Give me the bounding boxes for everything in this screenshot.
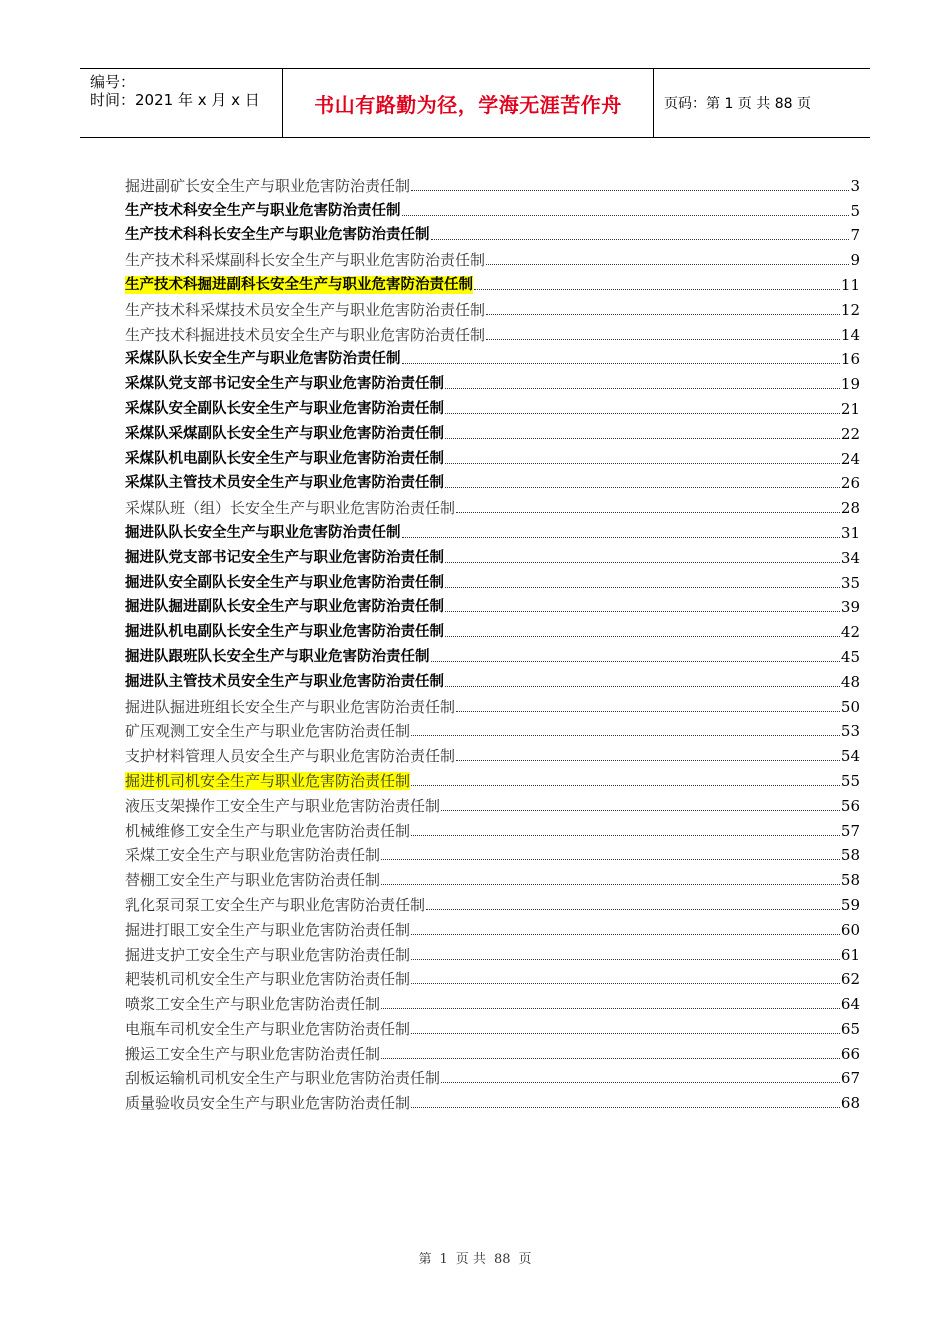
toc-entry-title: 液压支架操作工安全生产与职业危害防治责任制 (125, 796, 441, 815)
toc-dot-leader (486, 339, 840, 340)
header-page-cell (654, 69, 870, 137)
toc-dot-leader (441, 1082, 840, 1083)
toc-entry-page: 14 (840, 325, 860, 344)
toc-dot-leader (445, 636, 840, 637)
toc-entry[interactable] (125, 964, 860, 989)
toc-entry-page: 11 (840, 275, 860, 294)
toc-entry-page: 57 (840, 821, 860, 840)
toc-entry-title: 采煤队党支部书记安全生产与职业危害防治责任制 (125, 376, 444, 393)
toc-entry-title: 掘进队党支部书记安全生产与职业危害防治责任制 (125, 549, 444, 566)
toc-dot-leader (456, 711, 840, 712)
toc-dot-leader (445, 611, 840, 612)
toc-dot-leader (486, 314, 840, 315)
toc-dot-leader (381, 1008, 840, 1009)
toc-entry-title: 掘进打眼工安全生产与职业危害防治责任制 (125, 920, 411, 939)
toc-entry-title: 搬运工安全生产与职业危害防治责任制 (125, 1044, 381, 1063)
toc-entry-title: 支护材料管理人员安全生产与职业危害防治责任制 (125, 747, 456, 766)
toc-entry-title: 生产技术科采煤技术员安全生产与职业危害防治责任制 (125, 300, 486, 319)
toc-entry-page: 21 (840, 399, 860, 418)
toc-entry-title: 乳化泵司泵工安全生产与职业危害防治责任制 (125, 895, 426, 914)
toc-entry-title: 电瓶车司机安全生产与职业危害防治责任制 (125, 1019, 411, 1038)
toc-entry-title: 采煤队队长安全生产与职业危害防治责任制 (125, 351, 401, 368)
toc-entry-title: 生产技术科采煤副科长安全生产与职业危害防治责任制 (125, 251, 486, 270)
toc-entry-page: 68 (840, 1094, 860, 1113)
toc-entry-title: 掘进副矿长安全生产与职业危害防治责任制 (125, 176, 411, 195)
toc-dot-leader (381, 884, 840, 885)
footer-total-pages: 88 (493, 1252, 511, 1267)
toc-entry-title: 掘进机司机安全生产与职业危害防治责任制 (125, 771, 411, 790)
toc-dot-leader (456, 512, 840, 513)
toc-entry-page: 45 (840, 647, 860, 666)
toc-entry-page: 5 (850, 201, 860, 220)
document-number-label: 编号： (90, 73, 136, 91)
toc-entry-page: 7 (850, 226, 860, 245)
toc-entry-page: 12 (840, 300, 860, 319)
toc-entry-page: 55 (840, 771, 860, 790)
toc-dot-leader (445, 487, 840, 488)
header-slogan: 书山有路勤为径，学海无涯苦作舟 (314, 92, 622, 117)
toc-entry-page: 39 (840, 598, 860, 617)
toc-dot-leader (431, 661, 840, 662)
toc-dot-leader (486, 264, 849, 265)
toc-entry[interactable] (125, 691, 860, 716)
footer-mid: 页 共 (455, 1252, 486, 1267)
toc-entry-page: 34 (840, 548, 860, 567)
footer-prefix: 第 (418, 1252, 432, 1267)
toc-entry-page: 64 (840, 995, 860, 1014)
toc-entry-title: 生产技术科掘进副科长安全生产与职业危害防治责任制 (125, 276, 473, 293)
toc-entry-title: 采煤工安全生产与职业危害防治责任制 (125, 846, 381, 865)
toc-entry[interactable] (125, 1013, 860, 1038)
footer-current-page: 1 (439, 1252, 448, 1267)
toc-entry[interactable] (125, 616, 860, 641)
toc-entry[interactable] (125, 443, 860, 468)
toc-entry[interactable] (125, 1038, 860, 1063)
footer-suffix: 页 (518, 1252, 532, 1267)
toc-entry-title: 掘进队主管技术员安全生产与职业危害防治责任制 (125, 673, 444, 690)
toc-dot-leader (411, 934, 840, 935)
toc-entry-page: 50 (840, 697, 860, 716)
toc-entry-title: 掘进支护工安全生产与职业危害防治责任制 (125, 945, 411, 964)
toc-entry-page: 16 (840, 350, 860, 369)
toc-entry-title: 采煤队主管技术员安全生产与职业危害防治责任制 (125, 475, 444, 492)
toc-entry[interactable] (125, 393, 860, 418)
toc-entry[interactable] (125, 790, 860, 815)
toc-dot-leader (411, 785, 840, 786)
toc-entry-title: 生产技术科科长安全生产与职业危害防治责任制 (125, 227, 430, 244)
toc-entry-page: 48 (840, 672, 860, 691)
toc-dot-leader (445, 438, 840, 439)
toc-entry-title: 替棚工安全生产与职业危害防治责任制 (125, 871, 381, 890)
toc-entry[interactable] (125, 840, 860, 865)
toc-dot-leader (411, 1033, 840, 1034)
toc-entry[interactable] (125, 1087, 860, 1112)
toc-entry-page: 22 (840, 424, 860, 443)
toc-entry-title: 掘进队跟班队长安全生产与职业危害防治责任制 (125, 648, 430, 665)
toc-dot-leader (445, 463, 840, 464)
header-meta (80, 69, 283, 137)
toc-dot-leader (445, 562, 840, 563)
header-page-info: 页码：第 1 页 共 88 页 (664, 96, 811, 112)
toc-entry-page: 62 (840, 970, 860, 989)
toc-entry[interactable] (125, 517, 860, 542)
toc-entry-page: 42 (840, 623, 860, 642)
toc-dot-leader (441, 810, 840, 811)
toc-entry-page: 28 (840, 499, 860, 518)
toc-entry[interactable] (125, 195, 860, 220)
toc-entry[interactable] (125, 220, 860, 245)
toc-dot-leader (411, 835, 840, 836)
toc-entry-title: 耙装机司机安全生产与职业危害防治责任制 (125, 970, 411, 989)
toc-dot-leader (411, 735, 840, 736)
toc-entry-title: 刮板运输机司机安全生产与职业危害防治责任制 (125, 1069, 441, 1088)
toc-entry-title: 掘进队队长安全生产与职业危害防治责任制 (125, 524, 401, 541)
toc-entry[interactable] (125, 889, 860, 914)
page-footer (0, 1248, 950, 1267)
toc-dot-leader (474, 289, 840, 290)
toc-entry-page: 31 (840, 523, 860, 542)
toc-entry-title: 机械维修工安全生产与职业危害防治责任制 (125, 821, 411, 840)
toc-dot-leader (445, 388, 840, 389)
toc-dot-leader (402, 537, 840, 538)
toc-entry[interactable] (125, 815, 860, 840)
toc-entry[interactable] (125, 988, 860, 1013)
toc-entry[interactable] (125, 914, 860, 939)
toc-entry-page: 66 (840, 1044, 860, 1063)
toc-dot-leader (431, 239, 850, 240)
toc-dot-leader (411, 983, 840, 984)
toc-entry-page: 24 (840, 449, 860, 468)
toc-entry[interactable] (125, 542, 860, 567)
toc-dot-leader (445, 413, 840, 414)
toc-dot-leader (402, 363, 840, 364)
toc-entry-title: 质量验收员安全生产与职业危害防治责任制 (125, 1094, 411, 1113)
toc-entry-title: 生产技术科掘进技术员安全生产与职业危害防治责任制 (125, 325, 486, 344)
toc-dot-leader (411, 190, 849, 191)
toc-entry-title: 掘进队掘进班组长安全生产与职业危害防治责任制 (125, 697, 456, 716)
page-header (80, 68, 870, 138)
toc-entry[interactable] (125, 344, 860, 369)
toc-entry-title: 采煤队机电副队长安全生产与职业危害防治责任制 (125, 450, 444, 467)
toc-entry-page: 60 (840, 920, 860, 939)
toc-entry-title: 采煤队安全副队长安全生产与职业危害防治责任制 (125, 400, 444, 417)
toc-entry-title: 掘进队机电副队长安全生产与职业危害防治责任制 (125, 624, 444, 641)
toc-entry-page: 67 (840, 1069, 860, 1088)
toc-entry-page: 56 (840, 796, 860, 815)
toc-dot-leader (381, 1058, 840, 1059)
toc-entry-title: 采煤队采煤副队长安全生产与职业危害防治责任制 (125, 425, 444, 442)
toc-entry-page: 53 (840, 722, 860, 741)
toc-entry[interactable] (125, 468, 860, 493)
toc-entry-title: 采煤队班（组）长安全生产与职业危害防治责任制 (125, 499, 456, 518)
toc-entry-page: 19 (840, 375, 860, 394)
toc-dot-leader (445, 587, 840, 588)
toc-entry[interactable] (125, 368, 860, 393)
toc-entry-page: 58 (840, 846, 860, 865)
toc-entry-page: 9 (850, 251, 860, 270)
toc-dot-leader (411, 1107, 840, 1108)
toc-entry-title: 生产技术科安全生产与职业危害防治责任制 (125, 202, 401, 219)
toc-entry[interactable] (125, 244, 860, 269)
toc-entry-title: 掘进队安全副队长安全生产与职业危害防治责任制 (125, 574, 444, 591)
toc-entry-page: 26 (840, 474, 860, 493)
toc-entry[interactable] (125, 1063, 860, 1088)
toc-dot-leader (411, 959, 840, 960)
toc-entry[interactable] (125, 740, 860, 765)
toc-entry[interactable] (125, 567, 860, 592)
toc-entry[interactable] (125, 418, 860, 443)
toc-dot-leader (402, 215, 850, 216)
toc-entry[interactable] (125, 864, 860, 889)
toc-entry-page: 3 (850, 176, 860, 195)
toc-entry-title: 喷浆工安全生产与职业危害防治责任制 (125, 995, 381, 1014)
toc-entry[interactable] (125, 269, 860, 294)
toc-entry-page: 58 (840, 871, 860, 890)
toc-entry[interactable] (125, 319, 860, 344)
toc-entry[interactable] (125, 492, 860, 517)
toc-entry-page: 35 (840, 573, 860, 592)
toc-dot-leader (456, 760, 840, 761)
toc-dot-leader (445, 686, 840, 687)
header-slogan-cell (283, 69, 654, 137)
toc-entry-title: 矿压观测工安全生产与职业危害防治责任制 (125, 722, 411, 741)
toc-dot-leader (381, 859, 840, 860)
toc-entry-page: 54 (840, 747, 860, 766)
toc-entry-page: 65 (840, 1019, 860, 1038)
toc-dot-leader (426, 909, 840, 910)
toc-entry-page: 61 (840, 945, 860, 964)
toc-entry[interactable] (125, 592, 860, 617)
toc-entry[interactable] (125, 765, 860, 790)
toc-entry[interactable] (125, 641, 860, 666)
toc-entry[interactable] (125, 716, 860, 741)
toc-entry[interactable] (125, 939, 860, 964)
toc-entry[interactable] (125, 170, 860, 195)
toc-entry[interactable] (125, 294, 860, 319)
toc-entry-page: 59 (840, 895, 860, 914)
toc-entry[interactable] (125, 666, 860, 691)
toc-entry-title: 掘进队掘进副队长安全生产与职业危害防治责任制 (125, 599, 444, 616)
document-date: 时间：2021 年 x 月 x 日 (90, 91, 260, 109)
table-of-contents (125, 170, 860, 1112)
